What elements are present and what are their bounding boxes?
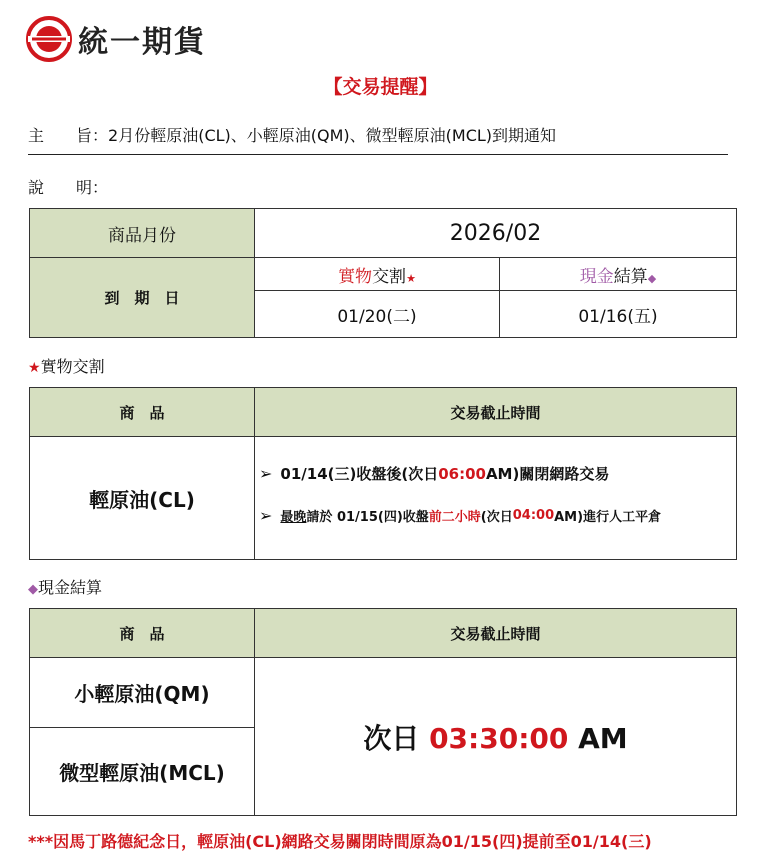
cash-purple-text: 現金	[579, 266, 614, 287]
footnote: ***因馬丁路德紀念日，輕原油(CL)網路交易關閉時間原為01/15(四)提前至01/14(三)	[28, 832, 652, 851]
cash-time-cell	[255, 658, 737, 816]
star-icon: ★	[406, 271, 416, 285]
explain-label: 說 明：	[28, 178, 109, 197]
diamond-icon: ◆	[28, 582, 38, 597]
line2-red-time: 04:00	[512, 508, 555, 523]
physical-col-product: 商 品	[30, 388, 255, 437]
cash-time-suffix: AM	[568, 721, 628, 755]
physical-col-time: 交易截止時間	[255, 388, 737, 437]
cash-date-cell: 01/16(五)	[500, 291, 737, 338]
diamond-icon: ◆	[647, 271, 657, 285]
cash-col-product: 商 品	[30, 609, 255, 658]
line2-text-a: 請於 01/15(四)收盤	[306, 510, 429, 525]
document-title: 【交易提醒】	[323, 76, 438, 98]
subject-text: 2月份輕原油(CL)、小輕原油(QM)、微型輕原油(MCL)到期通知	[108, 126, 557, 145]
month-value-cell: 2026/02	[255, 209, 737, 258]
line2-text-b: (次日	[480, 510, 513, 525]
subject-divider	[28, 154, 728, 155]
company-logo	[26, 16, 206, 62]
physical-product-cell: 輕原油(CL)	[30, 437, 255, 560]
line2-red-text: 前二小時	[428, 510, 481, 525]
physical-time-line-2	[259, 506, 736, 525]
physical-table	[29, 387, 737, 560]
subject-label: 主 旨：	[28, 126, 109, 145]
expiry-label-cell: 到 期 日	[30, 258, 255, 338]
company-name: 統一期貨	[78, 25, 206, 60]
arrow-bullet-icon: ➢	[259, 464, 273, 483]
tongyi-logo-icon	[26, 16, 72, 62]
cash-product-2: 微型輕原油(MCL)	[30, 728, 255, 816]
physical-time-cell	[255, 437, 737, 560]
cash-col-time: 交易截止時間	[255, 609, 737, 658]
physical-time-line-1	[259, 463, 736, 484]
physical-section-label	[28, 354, 105, 377]
cash-section-label	[28, 575, 102, 598]
line1-red-time: 06:00	[438, 464, 486, 483]
cash-time-red: 03:30:00	[429, 721, 569, 755]
line2-text-c: AM)進行人工平倉	[554, 510, 662, 525]
physical-red-text: 實物	[338, 266, 373, 287]
line1-text-a: 01/14(三)收盤後(次日	[280, 465, 439, 483]
physical-date-cell: 01/20(二)	[255, 291, 500, 338]
physical-rest-text: 交割	[372, 266, 407, 287]
cash-product-1: 小輕原油(QM)	[30, 658, 255, 728]
expiry-table	[29, 208, 737, 338]
cash-table	[29, 608, 737, 816]
arrow-bullet-icon: ➢	[259, 506, 273, 525]
month-label-cell: 商品月份	[30, 209, 255, 258]
cash-header-cell	[500, 258, 737, 291]
subject-row	[28, 123, 556, 146]
physical-section-text: 實物交割	[40, 357, 105, 376]
cash-section-text: 現金結算	[38, 578, 103, 597]
line2-underlined-text: 最晚	[280, 510, 307, 525]
cash-rest-text: 結算	[613, 266, 648, 287]
star-icon: ★	[28, 360, 41, 376]
physical-header-cell	[255, 258, 500, 291]
line1-text-b: AM)關閉網路交易	[485, 465, 610, 483]
cash-time-prefix: 次日	[363, 721, 430, 755]
